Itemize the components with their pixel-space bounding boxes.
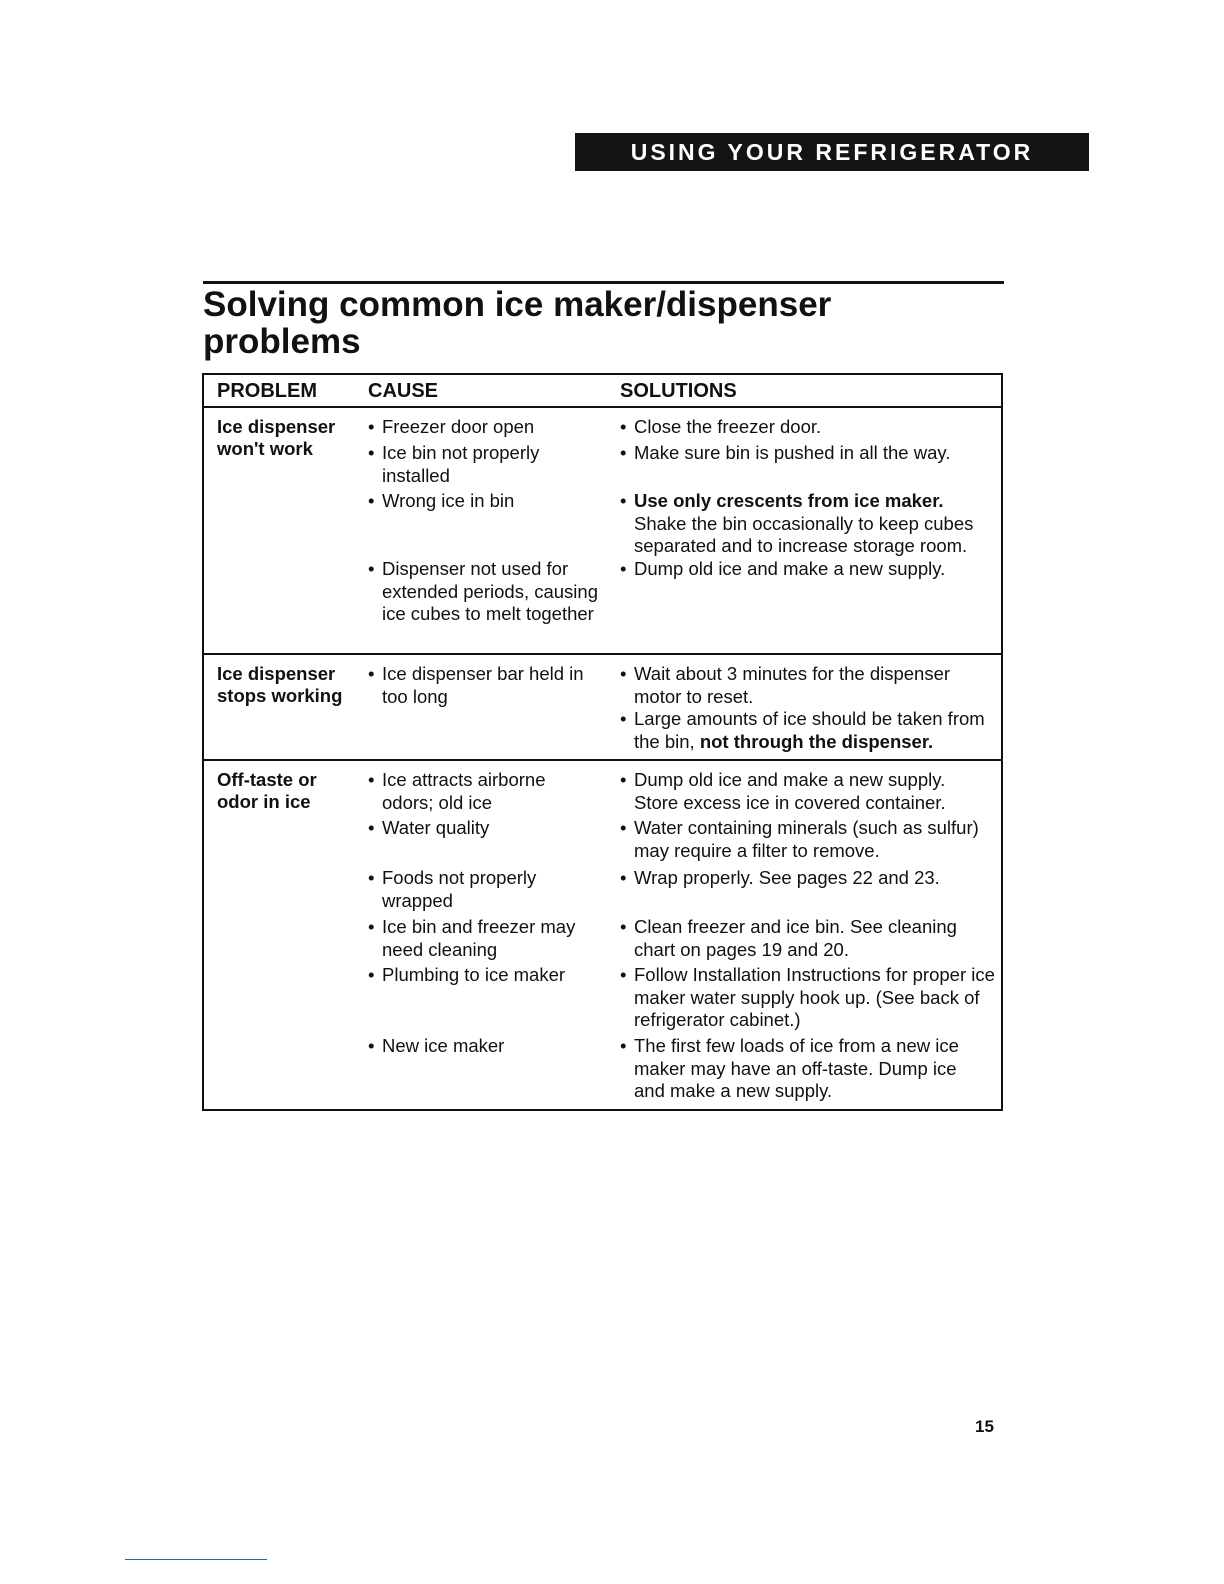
cause-text: • Ice attracts airborne odors; old ice [368,769,578,814]
solution-emphasis: not through the dispenser. [699,730,934,752]
solution-emphasis: Use only crescents from ice maker. [634,490,944,511]
column-header-solutions: SOLUTIONS [620,380,737,402]
solution-text: • Water containing minerals (such as sulfur) may require a filter to remove. [620,817,1002,862]
solution-text: • Dump old ice and make a new supply. Store excess ice in covered container. [620,769,990,814]
solution-text: • Make sure bin is pushed in all the way. [620,442,1002,465]
cause-text: • Ice bin and freezer may need cleaning [368,916,608,961]
problem-label: Ice dispenser stops working [217,663,343,706]
solution-cell [620,490,1002,558]
solution-text: Large amounts of ice should be taken from the bin, [634,708,985,752]
solution-text: • The first few loads of ice from a new ice maker may have an off-taste. Dump ice and make a new supply. [620,1035,985,1103]
solution-text: • Close the freezer door. [620,416,1002,439]
solution-text: • Follow Installation Instructions for proper ice maker water supply hook up. (See back of refrigerator cabinet.) [620,964,995,1032]
solution-text: • Wrap properly. See pages 22 and 23. [620,867,1002,890]
solution-text: • Dump old ice and make a new supply. [620,558,1002,581]
solution-text: • Wait about 3 minutes for the dispenser motor to reset. [620,663,1002,708]
cause-text: • Foods not properly wrapped [368,867,568,912]
column-header-problem: PROBLEM [217,380,317,402]
cause-text: • Wrong ice in bin [368,490,608,513]
problem-label: Off-taste or odor in ice [217,769,317,812]
page-number: 15 [975,1417,994,1436]
section-banner: USING YOUR REFRIGERATOR [575,133,1089,171]
cause-text: • Water quality [368,817,608,840]
cause-text: • Dispenser not used for extended periods, causing ice cubes to melt together [368,558,598,626]
cause-text: • Ice bin not properly installed [368,442,608,487]
solution-cell [620,708,1002,753]
problem-label: Ice dispenser won't work [217,416,336,459]
problem-group-off-taste [204,759,1001,1111]
troubleshooting-table [202,373,1003,1111]
column-header-cause: CAUSE [368,380,439,402]
problem-group-stops-working [204,653,1001,761]
cause-text: • Ice dispenser bar held in too long [368,663,588,708]
cause-text: • Freezer door open [368,416,608,439]
footer-rule [125,1559,267,1560]
cause-text: • New ice maker [368,1035,608,1058]
solution-text: • Clean freezer and ice bin. See cleaning chart on pages 19 and 20. [620,916,990,961]
solution-text: Shake the bin occasionally to keep cubes separated and to increase storage room. [634,512,974,556]
page-title: Solving common ice maker/dispenser problems [203,285,832,361]
table-header-row [204,375,1001,408]
title-rule [203,281,1004,284]
problem-group-wont-work [204,408,1001,653]
cause-text: • Plumbing to ice maker [368,964,608,987]
